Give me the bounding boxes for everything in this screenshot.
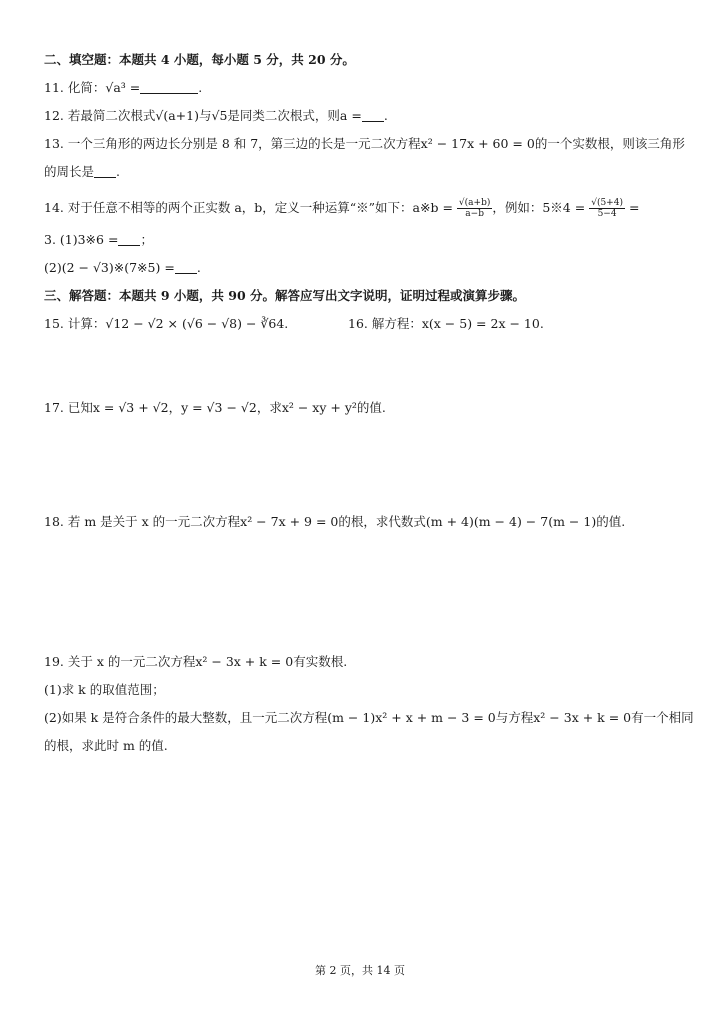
q11-prefix: 11. 化简： <box>44 80 106 95</box>
q13-answer-blank[interactable] <box>94 165 116 178</box>
q14-part1-answer-blank[interactable] <box>118 233 140 246</box>
q11-expr: √a³ = <box>105 80 141 95</box>
question-19-line-2: (1)求 k 的取值范围； <box>44 682 165 697</box>
q11-answer-blank[interactable] <box>140 81 198 94</box>
q12-mid: 与 <box>198 108 212 123</box>
question-19-line-4: 的根，求此时 m 的值. <box>44 738 168 753</box>
q12-var: a = <box>339 108 362 123</box>
q12-answer-blank[interactable] <box>362 109 384 122</box>
question-19-line-3: (2)如果 k 是符合条件的最大整数，且一元二次方程(m − 1)x² + x + m − 3 = 0与方程x² − 3x + k = 0有一个相同 <box>44 710 694 725</box>
q14-frac2-numerator: √(5+4) <box>591 198 623 208</box>
question-15: 15. 计算：√12 − √2 × (√6 − √8) − ∛64. <box>44 316 289 331</box>
q14-line1-mid: ，例如：5※4 = <box>492 200 586 215</box>
q14-line3-suffix: . <box>196 260 201 275</box>
question-13-line-1: 13. 一个三角形的两边长分别是 8 和 7，第三边的长是一元二次方程x² − 17x + 60 = 0的一个实数根，则该三角形 <box>44 136 685 151</box>
q14-line1-prefix: 14. 对于任意不相等的两个正实数 a，b，定义一种运算“※”如下：a※b = <box>44 200 453 215</box>
q14-line3-prefix: (2)(2 − √3)※(7※5) = <box>44 260 175 275</box>
question-14-line-2 <box>44 232 153 248</box>
question-16: 16. 解方程：x(x − 5) = 2x − 10. <box>348 316 544 331</box>
question-19-line-1: 19. 关于 x 的一元二次方程x² − 3x + k = 0有实数根. <box>44 654 348 669</box>
q14-frac2-denominator: 5−4 <box>597 209 617 219</box>
q14-line2-prefix: 3. (1)3※6 = <box>44 232 119 247</box>
question-18: 18. 若 m 是关于 x 的一元二次方程x² − 7x + 9 = 0的根，求代数式(m + 4)(m − 4) − 7(m − 1)的值. <box>44 514 626 529</box>
q12-expr2: √5 <box>211 108 228 123</box>
question-14-line-3 <box>44 260 201 276</box>
q14-example-fraction <box>589 198 625 219</box>
question-11 <box>44 80 202 96</box>
question-17: 17. 已知x = √3 + √2，y = √3 − √2，求x² − xy + y²的值. <box>44 400 386 415</box>
question-14-line-1 <box>44 198 639 219</box>
q13-line2-prefix: 的周长是 <box>44 164 95 179</box>
q12-prefix: 12. 若最简二次根式 <box>44 108 156 123</box>
page-footer: 第 2 页，共 14 页 <box>315 964 405 977</box>
q14-part2-answer-blank[interactable] <box>175 261 197 274</box>
q14-frac1-denominator: a−b <box>465 209 484 219</box>
q14-line2-suffix: ； <box>140 232 153 247</box>
q13-line2-suffix: . <box>116 164 120 179</box>
question-12 <box>44 108 388 124</box>
q14-line1-suffix: = <box>628 200 640 215</box>
q12-rest: 是同类二次根式，则 <box>227 108 340 123</box>
q14-definition-fraction <box>457 198 492 219</box>
question-13-line-2 <box>44 164 120 180</box>
section-2-heading: 二、填空题：本题共 4 小题，每小题 5 分，共 20 分。 <box>44 52 355 67</box>
q14-frac1-numerator: √(a+b) <box>458 198 491 208</box>
section-3-heading: 三、解答题：本题共 9 小题，共 90 分。解答应写出文字说明，证明过程或演算步骤。 <box>44 288 526 303</box>
q12-expr: √(a+1) <box>155 108 199 123</box>
q11-suffix: . <box>198 80 203 95</box>
q12-suffix: . <box>383 108 388 123</box>
